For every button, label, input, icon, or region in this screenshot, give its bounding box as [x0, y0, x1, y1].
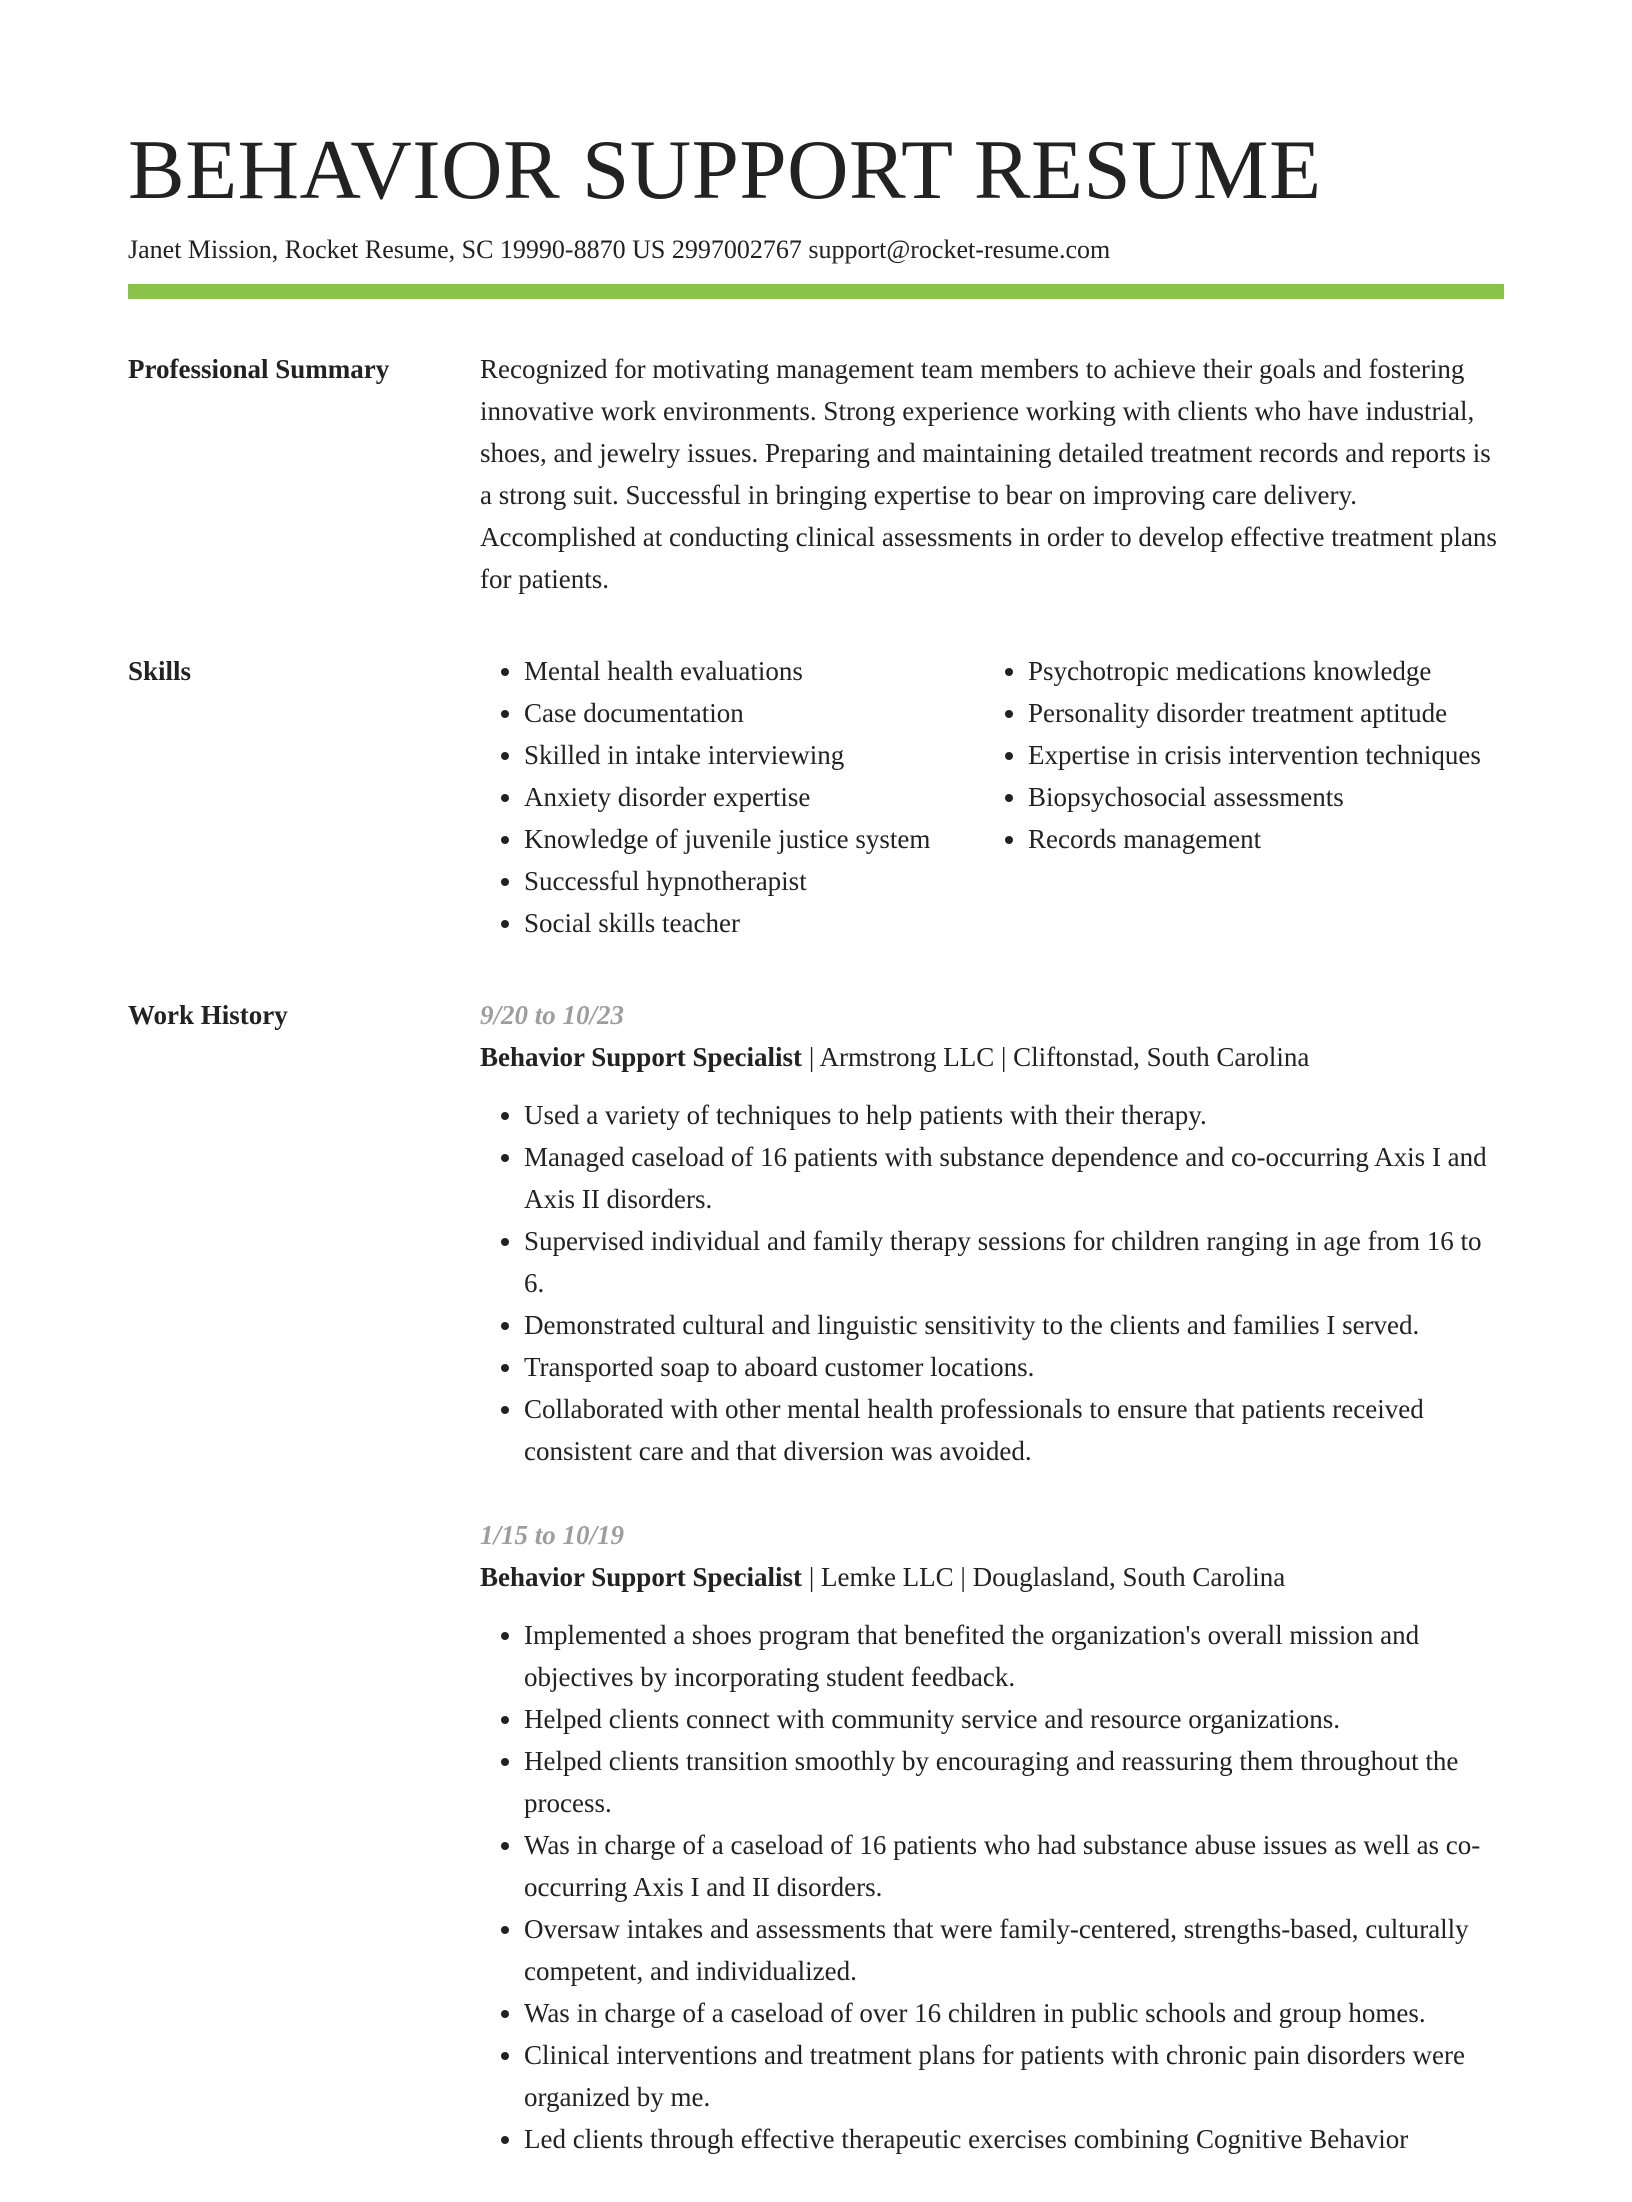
work-history-body [480, 994, 1504, 2202]
job-bullet: • Helped clients connect with community service and resource organizations. [524, 1698, 1504, 1740]
job-bullets [480, 1094, 1504, 1472]
job-title: Behavior Support Specialist [480, 1562, 803, 1592]
work-history-section [128, 994, 1504, 2202]
summary-section [128, 348, 1504, 600]
job-title: Behavior Support Specialist [480, 1042, 803, 1072]
summary-heading: Professional Summary [128, 354, 390, 384]
skill-item: • Personality disorder treatment aptitude [1028, 692, 1504, 734]
job-bullet: • Managed caseload of 16 patients with substance dependence and co-occurring Axis I and Axis II disorders. [524, 1136, 1504, 1220]
job-bullet: • Was in charge of a caseload of over 16 children in public schools and group homes. [524, 1992, 1504, 2034]
job-dates: 9/20 to 10/23 [480, 1000, 625, 1030]
job-bullet: • Led clients through effective therapeutic exercises combining Cognitive Behavior [524, 2118, 1504, 2160]
skill-item: • Biopsychosocial assessments [1028, 776, 1504, 818]
header-divider [128, 284, 1504, 299]
job-header [480, 1036, 1504, 1078]
job-bullet: • Collaborated with other mental health professionals to ensure that patients received consistent care and that diversion was avoided. [524, 1388, 1504, 1472]
skill-item: • Records management [1028, 818, 1504, 860]
job-bullet: • Helped clients transition smoothly by encouraging and reassuring them throughout the process. [524, 1740, 1504, 1824]
skill-item: • Knowledge of juvenile justice system [524, 818, 984, 860]
skills-body [480, 650, 1504, 944]
skill-item: • Expertise in crisis intervention techniques [1028, 734, 1504, 776]
skills-heading: Skills [128, 656, 192, 686]
skill-item: • Psychotropic medications knowledge [1028, 650, 1504, 692]
job-bullet: • Implemented a shoes program that benefited the organization's overall mission and objectives by incorporating student feedback. [524, 1614, 1504, 1698]
summary-body [480, 348, 1504, 600]
contact-line: Janet Mission, Rocket Resume, SC 19990-8870 US 2997002767 support@rocket-resume.com [128, 235, 1111, 264]
job-company-location: | Lemke LLC | Douglasland, South Carolina [802, 1562, 1286, 1592]
skills-list-right [984, 650, 1504, 944]
job-header [480, 1556, 1504, 1598]
job-bullet: • Transported soap to aboard customer locations. [524, 1346, 1504, 1388]
job-bullet: • Demonstrated cultural and linguistic sensitivity to the clients and families I served. [524, 1304, 1504, 1346]
skill-item: • Anxiety disorder expertise [524, 776, 984, 818]
job-bullet: • Supervised individual and family therapy sessions for children ranging in age from 16 to 6. [524, 1220, 1504, 1304]
skill-item: • Mental health evaluations [524, 650, 984, 692]
skills-section [128, 650, 1504, 944]
resume-title: BEHAVIOR SUPPORT RESUME [128, 123, 1322, 217]
job-bullet: • Used a variety of techniques to help patients with their therapy. [524, 1094, 1504, 1136]
job-company-location: | Armstrong LLC | Cliftonstad, South Carolina [802, 1042, 1310, 1072]
resume-page [128, 0, 1504, 2202]
job-bullet: • Oversaw intakes and assessments that were family-centered, strengths-based, culturally competent, and individualized. [524, 1908, 1504, 1992]
job-bullet: • Clinical interventions and treatment plans for patients with chronic pain disorders were organized by me. [524, 2034, 1504, 2118]
summary-text: Recognized for motivating management team members to achieve their goals and fostering innovative work environments. Strong experience working with clients who have industrial, shoes, and jewelry issues. Preparing and maintaining detailed treatment records and reports is a strong suit. Successful in bringing expertise to bear on improving care delivery. Accomplished at conducting clinical assessments in order to develop effective treatment plans for patients. [480, 354, 1497, 594]
skill-item: • Case documentation [524, 692, 984, 734]
skill-item: • Successful hypnotherapist [524, 860, 984, 902]
job-entry [480, 1514, 1504, 2160]
skill-item: • Social skills teacher [524, 902, 984, 944]
skill-item: • Skilled in intake interviewing [524, 734, 984, 776]
skills-list-left [480, 650, 984, 944]
job-bullet: • Was in charge of a caseload of 16 patients who had substance abuse issues as well as co-occurring Axis I and II disorders. [524, 1824, 1504, 1908]
job-bullets [480, 1614, 1504, 2160]
job-entry [480, 994, 1504, 1472]
work-history-heading: Work History [128, 1000, 288, 1030]
job-dates: 1/15 to 10/19 [480, 1520, 625, 1550]
